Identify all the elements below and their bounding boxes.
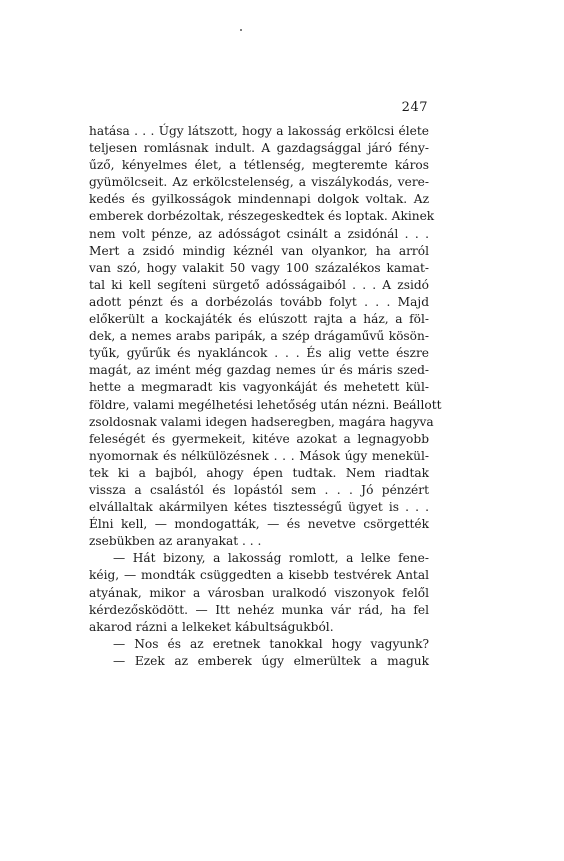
text-line: vissza a csalástól és lopástól sem . . . Jó pénzért <box>89 482 429 497</box>
text-line: dek, a nemes arabs paripák, a szép drágaművű kösön- <box>89 329 429 344</box>
text-line: gyümölcseit. Az erkölcstelenség, a viszálykodás, vere- <box>89 175 429 190</box>
text-line: — Ezek az emberek úgy elmerültek a maguk <box>113 653 429 668</box>
text-line: — Nos és az eretnek tanokkal hogy vagyunk? <box>113 636 429 651</box>
text-line: adott pénzt és a dorbézolás tovább folyt . . . Majd <box>89 294 429 309</box>
text-line: hette a megmaradt kis vagyonkáját és mehetett kül- <box>89 380 429 395</box>
text-line: hatása . . . Úgy látszott, hogy a lakosság erkölcsi élete <box>89 124 429 138</box>
text-line: tek ki a bajból, ahogy épen tudtak. Nem riadtak <box>89 465 429 480</box>
text-line: Élni kell, — mondogatták, — és nevetve csörgették <box>89 517 429 532</box>
text-line: zsebükben az aranyakat . . . <box>89 534 262 549</box>
text-line: kéig, — mondták csüggedten a kisebb testvérek Antal <box>89 568 429 583</box>
page-number: 247 <box>401 100 428 115</box>
text-line: — Hát bizony, a lakosság romlott, a lelke fene- <box>113 551 429 566</box>
text-line: tyűk, gyűrűk és nyakláncok . . . És alig vette észre <box>89 346 429 361</box>
text-line: van szó, hogy valakit 50 vagy 100 százalékos kamat- <box>89 260 429 275</box>
text-line: Mert a zsidó mindig kéznél van olyankor, ha arról <box>89 243 429 258</box>
text-line: emberek dorbézoltak, részegeskedtek és loptak. Akinek <box>89 209 435 224</box>
text-line: földre, valami megélhetési lehetőség után nézni. Beállott <box>89 397 442 412</box>
text-line: magát, az imént még gazdag nemes úr és máris szed- <box>89 363 429 378</box>
text-line: feleségét és gyermekeit, kitéve azokat a legnagyobb <box>89 431 429 446</box>
text-line: kérdezősködött. — Itt nehéz munka vár rád, ha fel <box>89 602 429 617</box>
text-line: teljesen romlásnak indult. A gazdagsággal járó fény- <box>89 141 429 156</box>
body-text <box>89 123 442 670</box>
text-line: elvállaltak akármilyen kétes tisztességű ügyet is . . . <box>89 500 429 515</box>
text-line: tal ki kell segíteni sürgető adósságaiból . . . A zsidó <box>89 277 429 292</box>
text-line: nem volt pénze, az adósságot csinált a zsidónál . . . <box>89 226 429 241</box>
text-line: kedés és gyilkosságok mindennapi dolgok voltak. Az <box>89 192 429 207</box>
text-line: űző, kényelmes élet, a tétlenség, megteremte káros <box>89 158 429 173</box>
text-line: akarod rázni a lelkeket kábultságukból. <box>89 619 334 634</box>
text-line: atyának, mikor a városban uralkodó viszonyok felől <box>89 585 429 600</box>
text-line: nyomornak és nélkülözésnek . . . Mások úgy menekül- <box>89 448 429 463</box>
text-line: előkerült a kockajáték és elúszott rajta a ház, a föl- <box>89 312 429 327</box>
text-line: zsoldosnak valami idegen hadseregben, magára hagyva <box>89 414 434 429</box>
print-speck <box>240 29 242 31</box>
